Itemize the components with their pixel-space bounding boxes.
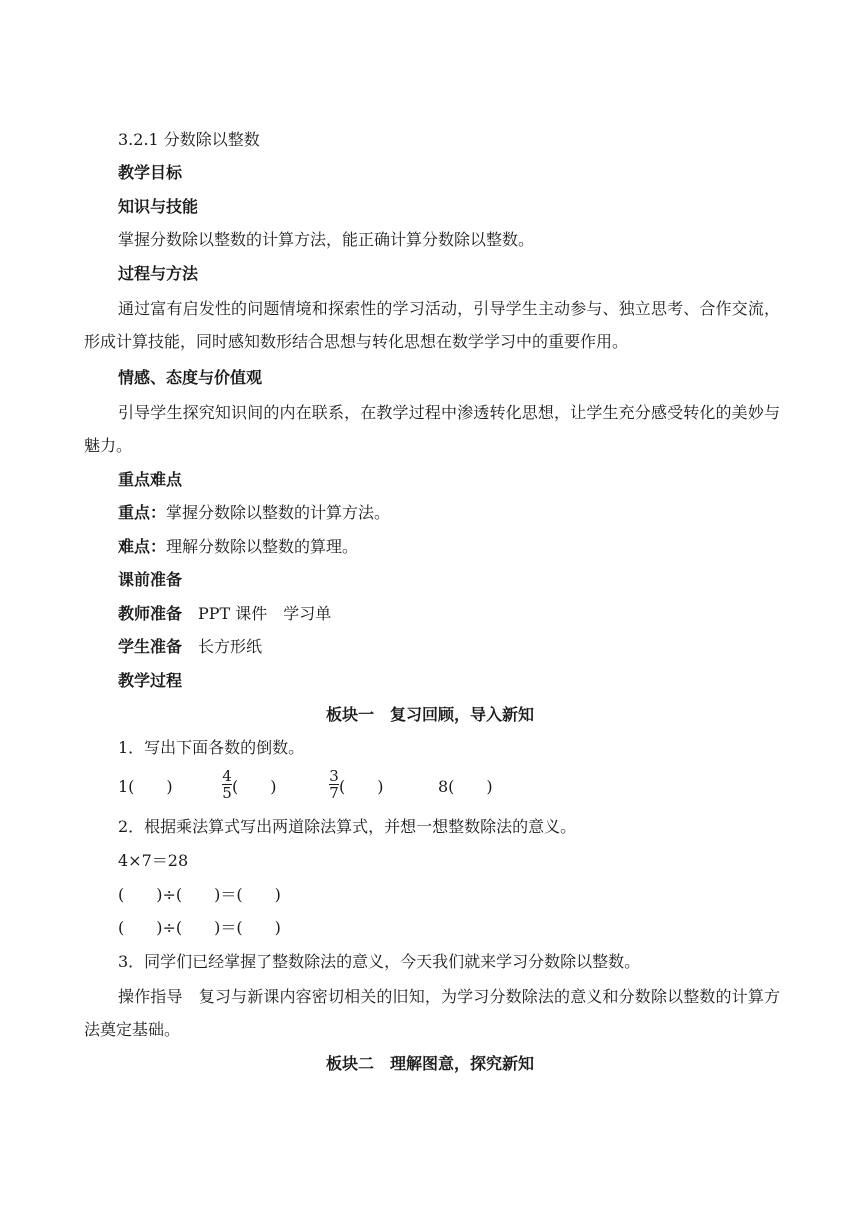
guide-label: 操作指导: [118, 987, 183, 1006]
q2-equation: 4×7＝28: [118, 851, 189, 870]
q2-blank-1: ( )÷( )＝( ): [118, 885, 281, 904]
q1-item-b-fraction: [222, 768, 232, 801]
knowledge-heading: 知识与技能: [118, 197, 199, 216]
knowledge-text: 掌握分数除以整数的计算方法，能正确计算分数除以整数。: [118, 230, 535, 249]
question-2: 2．根据乘法算式写出两道除法算式，并想一想整数除法的意义。: [118, 817, 577, 836]
difficulty-point: [118, 536, 358, 558]
fraction-numerator: 4: [222, 767, 232, 785]
attitude-paragraph: 引导学生探究知识间的内在联系，在教学过程中渗透转化思想，让学生充分感受转化的美妙与魅力。: [84, 403, 780, 455]
student-prep-text: 长方形纸: [198, 637, 263, 656]
teacher-prep-label: 教师准备: [118, 604, 183, 623]
guide-paragraph: [84, 980, 780, 1046]
prep-heading: 课前准备: [118, 570, 183, 589]
student-prep: [118, 636, 262, 658]
fraction-denominator: 5: [222, 784, 232, 802]
block1-title: 板块一 复习回顾，导入新知: [325, 705, 534, 724]
q1-item-a: 1( ): [118, 777, 173, 796]
process-paragraph: 通过富有启发性的问题情境和探索性的学习活动，引导学生主动参与、独立思考、合作交流，形成计算技能，同时感知数形结合思想与转化思想在数学学习中的重要作用。: [84, 299, 780, 351]
difficulty-label: 难点：: [118, 537, 167, 556]
q1-item-d: 8( ): [438, 777, 493, 796]
objectives-heading: 教学目标: [118, 163, 183, 182]
q1-item-b-blank: ( ): [232, 777, 277, 796]
section-title: 3.2.1 分数除以整数: [118, 130, 260, 149]
q1-item-c-fraction: [329, 768, 339, 801]
process-heading: 过程与方法: [118, 264, 199, 283]
teacher-prep-text: PPT 课件 学习单: [198, 604, 332, 623]
guide-text: 复习与新课内容密切相关的旧知，为学习分数除法的意义和分数除以整数的计算方法奠定基础。: [84, 987, 780, 1039]
fraction-denominator: 7: [329, 784, 339, 802]
process-steps-heading: 教学过程: [118, 671, 183, 690]
key-label: 重点：: [118, 503, 167, 522]
student-prep-label: 学生准备: [118, 637, 183, 656]
q1-item-c-blank: ( ): [339, 777, 384, 796]
q2-blank-2: ( )÷( )＝( ): [118, 918, 281, 937]
question-3: 3．同学们已经掌握了整数除法的意义，今天我们就来学习分数除以整数。: [118, 952, 641, 971]
key-point: [118, 502, 390, 524]
key-text: 掌握分数除以整数的计算方法。: [166, 503, 391, 522]
question-1: 1．写出下面各数的倒数。: [118, 738, 305, 757]
keypoints-heading: 重点难点: [118, 470, 183, 489]
attitude-heading: 情感、态度与价值观: [118, 368, 263, 387]
fraction-numerator: 3: [329, 767, 339, 785]
block2-title: 板块二 理解图意，探究新知: [325, 1054, 534, 1073]
teacher-prep: [118, 603, 331, 625]
difficulty-text: 理解分数除以整数的算理。: [166, 537, 359, 556]
